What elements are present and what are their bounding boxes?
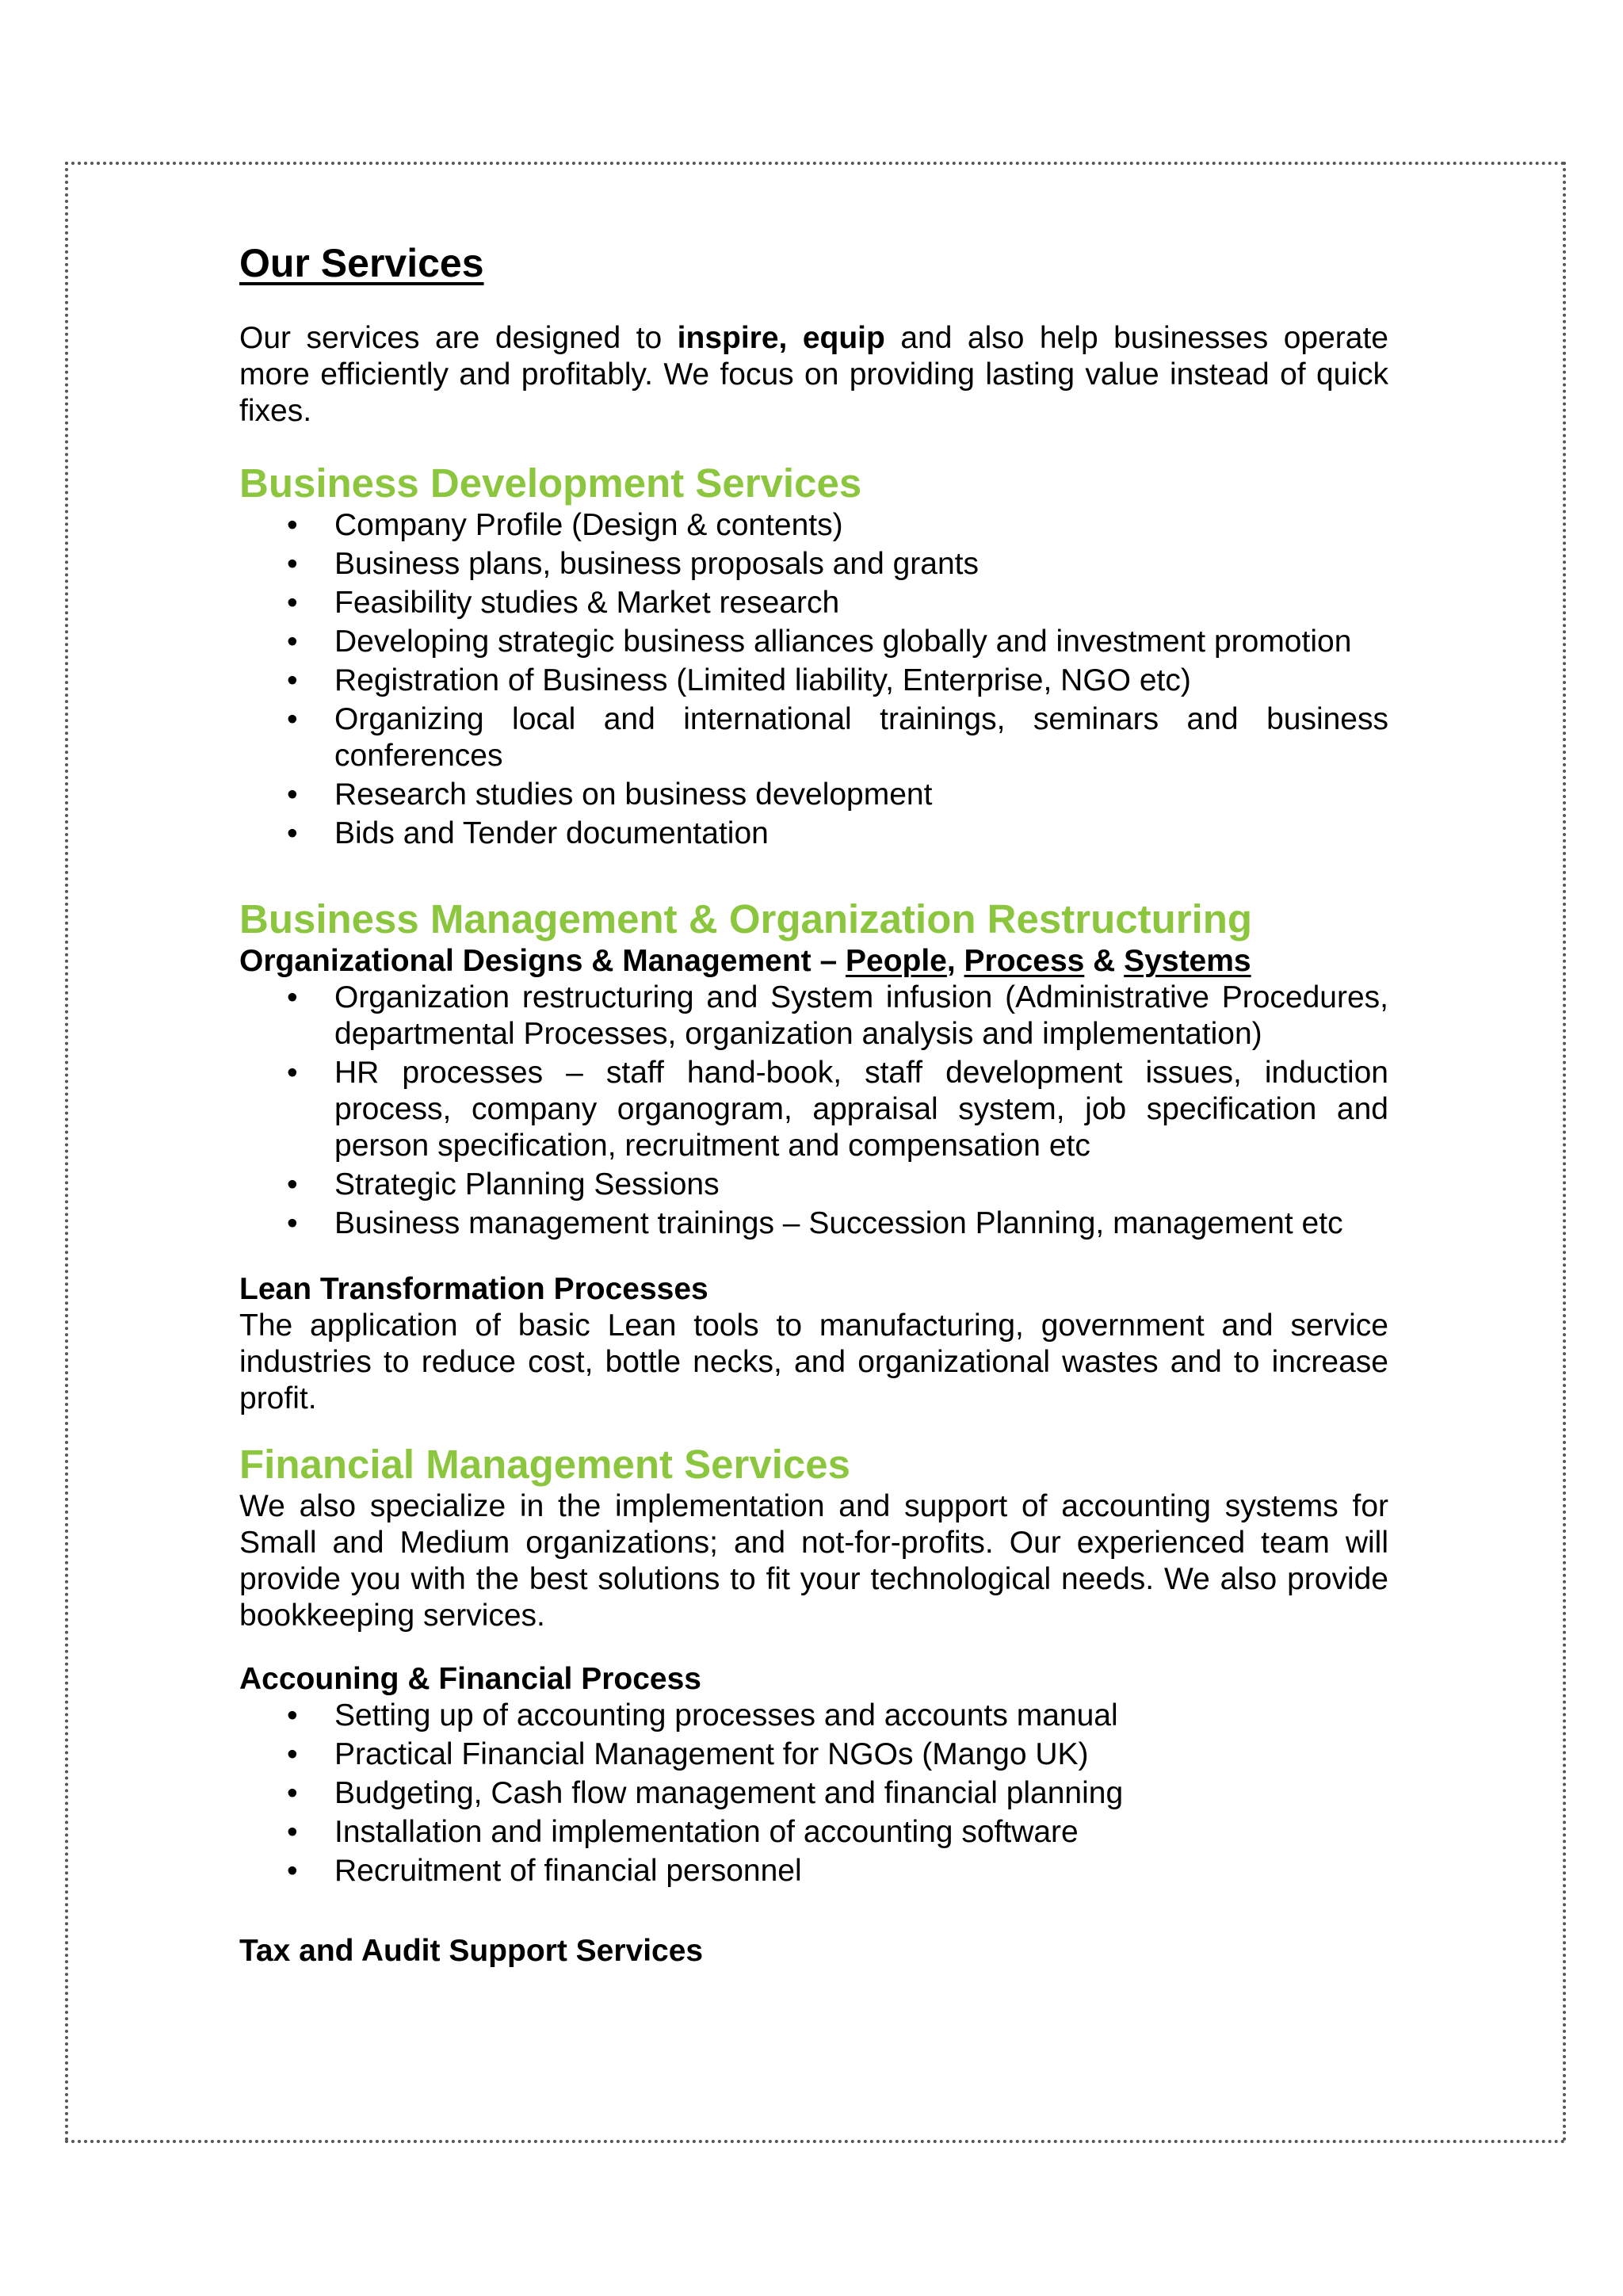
page-title: Our Services — [239, 241, 484, 285]
list-item: • HR processes – staff hand-book, staff development issues, induction process, company organogram, appraisal system, job specification and person specification, recruitment and compensation etc — [334, 1055, 1388, 1164]
intro-paragraph — [239, 320, 1388, 430]
list-item: • Developing strategic business alliances globally and investment promotion — [334, 624, 1388, 660]
list-item: • Strategic Planning Sessions — [334, 1167, 1388, 1203]
list-item: • Recruitment of financial personnel — [334, 1853, 1388, 1889]
list-item: • Business plans, business proposals and grants — [334, 546, 1388, 583]
process-label: Process — [964, 944, 1085, 978]
list-item: • Feasibility studies & Market research — [334, 585, 1388, 621]
list-item: • Bids and Tender documentation — [334, 816, 1388, 852]
business-management-list — [239, 980, 1388, 1242]
subheading-amp: & — [1084, 944, 1125, 978]
list-item: • Research studies on business development — [334, 777, 1388, 813]
accounting-process-list — [239, 1698, 1388, 1889]
subheading-prefix: Organizational Designs & Management – — [239, 944, 846, 978]
lean-transformation-heading: Lean Transformation Processes — [239, 1272, 708, 1306]
list-item: • Installation and implementation of accounting software — [334, 1814, 1388, 1851]
subheading-comma: , — [946, 944, 964, 978]
systems-label: Systems — [1124, 944, 1251, 978]
people-label: People — [846, 944, 947, 978]
organizational-designs-subheading — [239, 943, 1388, 980]
business-development-heading: Business Development Services — [239, 460, 862, 506]
intro-text-part1: Our services are designed to — [239, 321, 678, 355]
list-item: • Budgeting, Cash flow management and financial planning — [334, 1775, 1388, 1812]
intro-text-part2: and also help businesses operate more efficiently and profitably. We focus on providing lasting value instead of quick fixes. — [239, 321, 1388, 428]
services-content — [239, 239, 1388, 1969]
list-item: • Registration of Business (Limited liability, Enterprise, NGO etc) — [334, 663, 1388, 699]
lean-transformation-text: The application of basic Lean tools to manufacturing, government and service industries to reduce cost, bottle necks, and organizational wastes and to increase profit. — [239, 1308, 1388, 1415]
financial-management-text: We also specialize in the implementation and support of accounting systems for Small and Medium organizations; and not-for-profits. Our experienced team will provide you with the best solutions to fit your technological needs. We also provide bookkeeping services. — [239, 1489, 1388, 1633]
business-development-list — [239, 507, 1388, 852]
list-item: • Business management trainings – Succession Planning, management etc — [334, 1205, 1388, 1242]
list-item: • Practical Financial Management for NGOs (Mango UK) — [334, 1736, 1388, 1773]
list-item: • Organization restructuring and System infusion (Administrative Procedures, departmental Processes, organization analysis and implementation) — [334, 980, 1388, 1052]
business-management-heading: Business Management & Organization Restructuring — [239, 896, 1253, 942]
intro-bold-text: inspire, equip — [677, 321, 885, 355]
list-item: • Setting up of accounting processes and accounts manual — [334, 1698, 1388, 1734]
financial-management-heading: Financial Management Services — [239, 1442, 850, 1487]
accounting-process-heading: Accouning & Financial Process — [239, 1662, 701, 1696]
tax-audit-heading: Tax and Audit Support Services — [239, 1934, 704, 1968]
list-item: • Organizing local and international trainings, seminars and business conferences — [334, 701, 1388, 774]
list-item: • Company Profile (Design & contents) — [334, 507, 1388, 544]
